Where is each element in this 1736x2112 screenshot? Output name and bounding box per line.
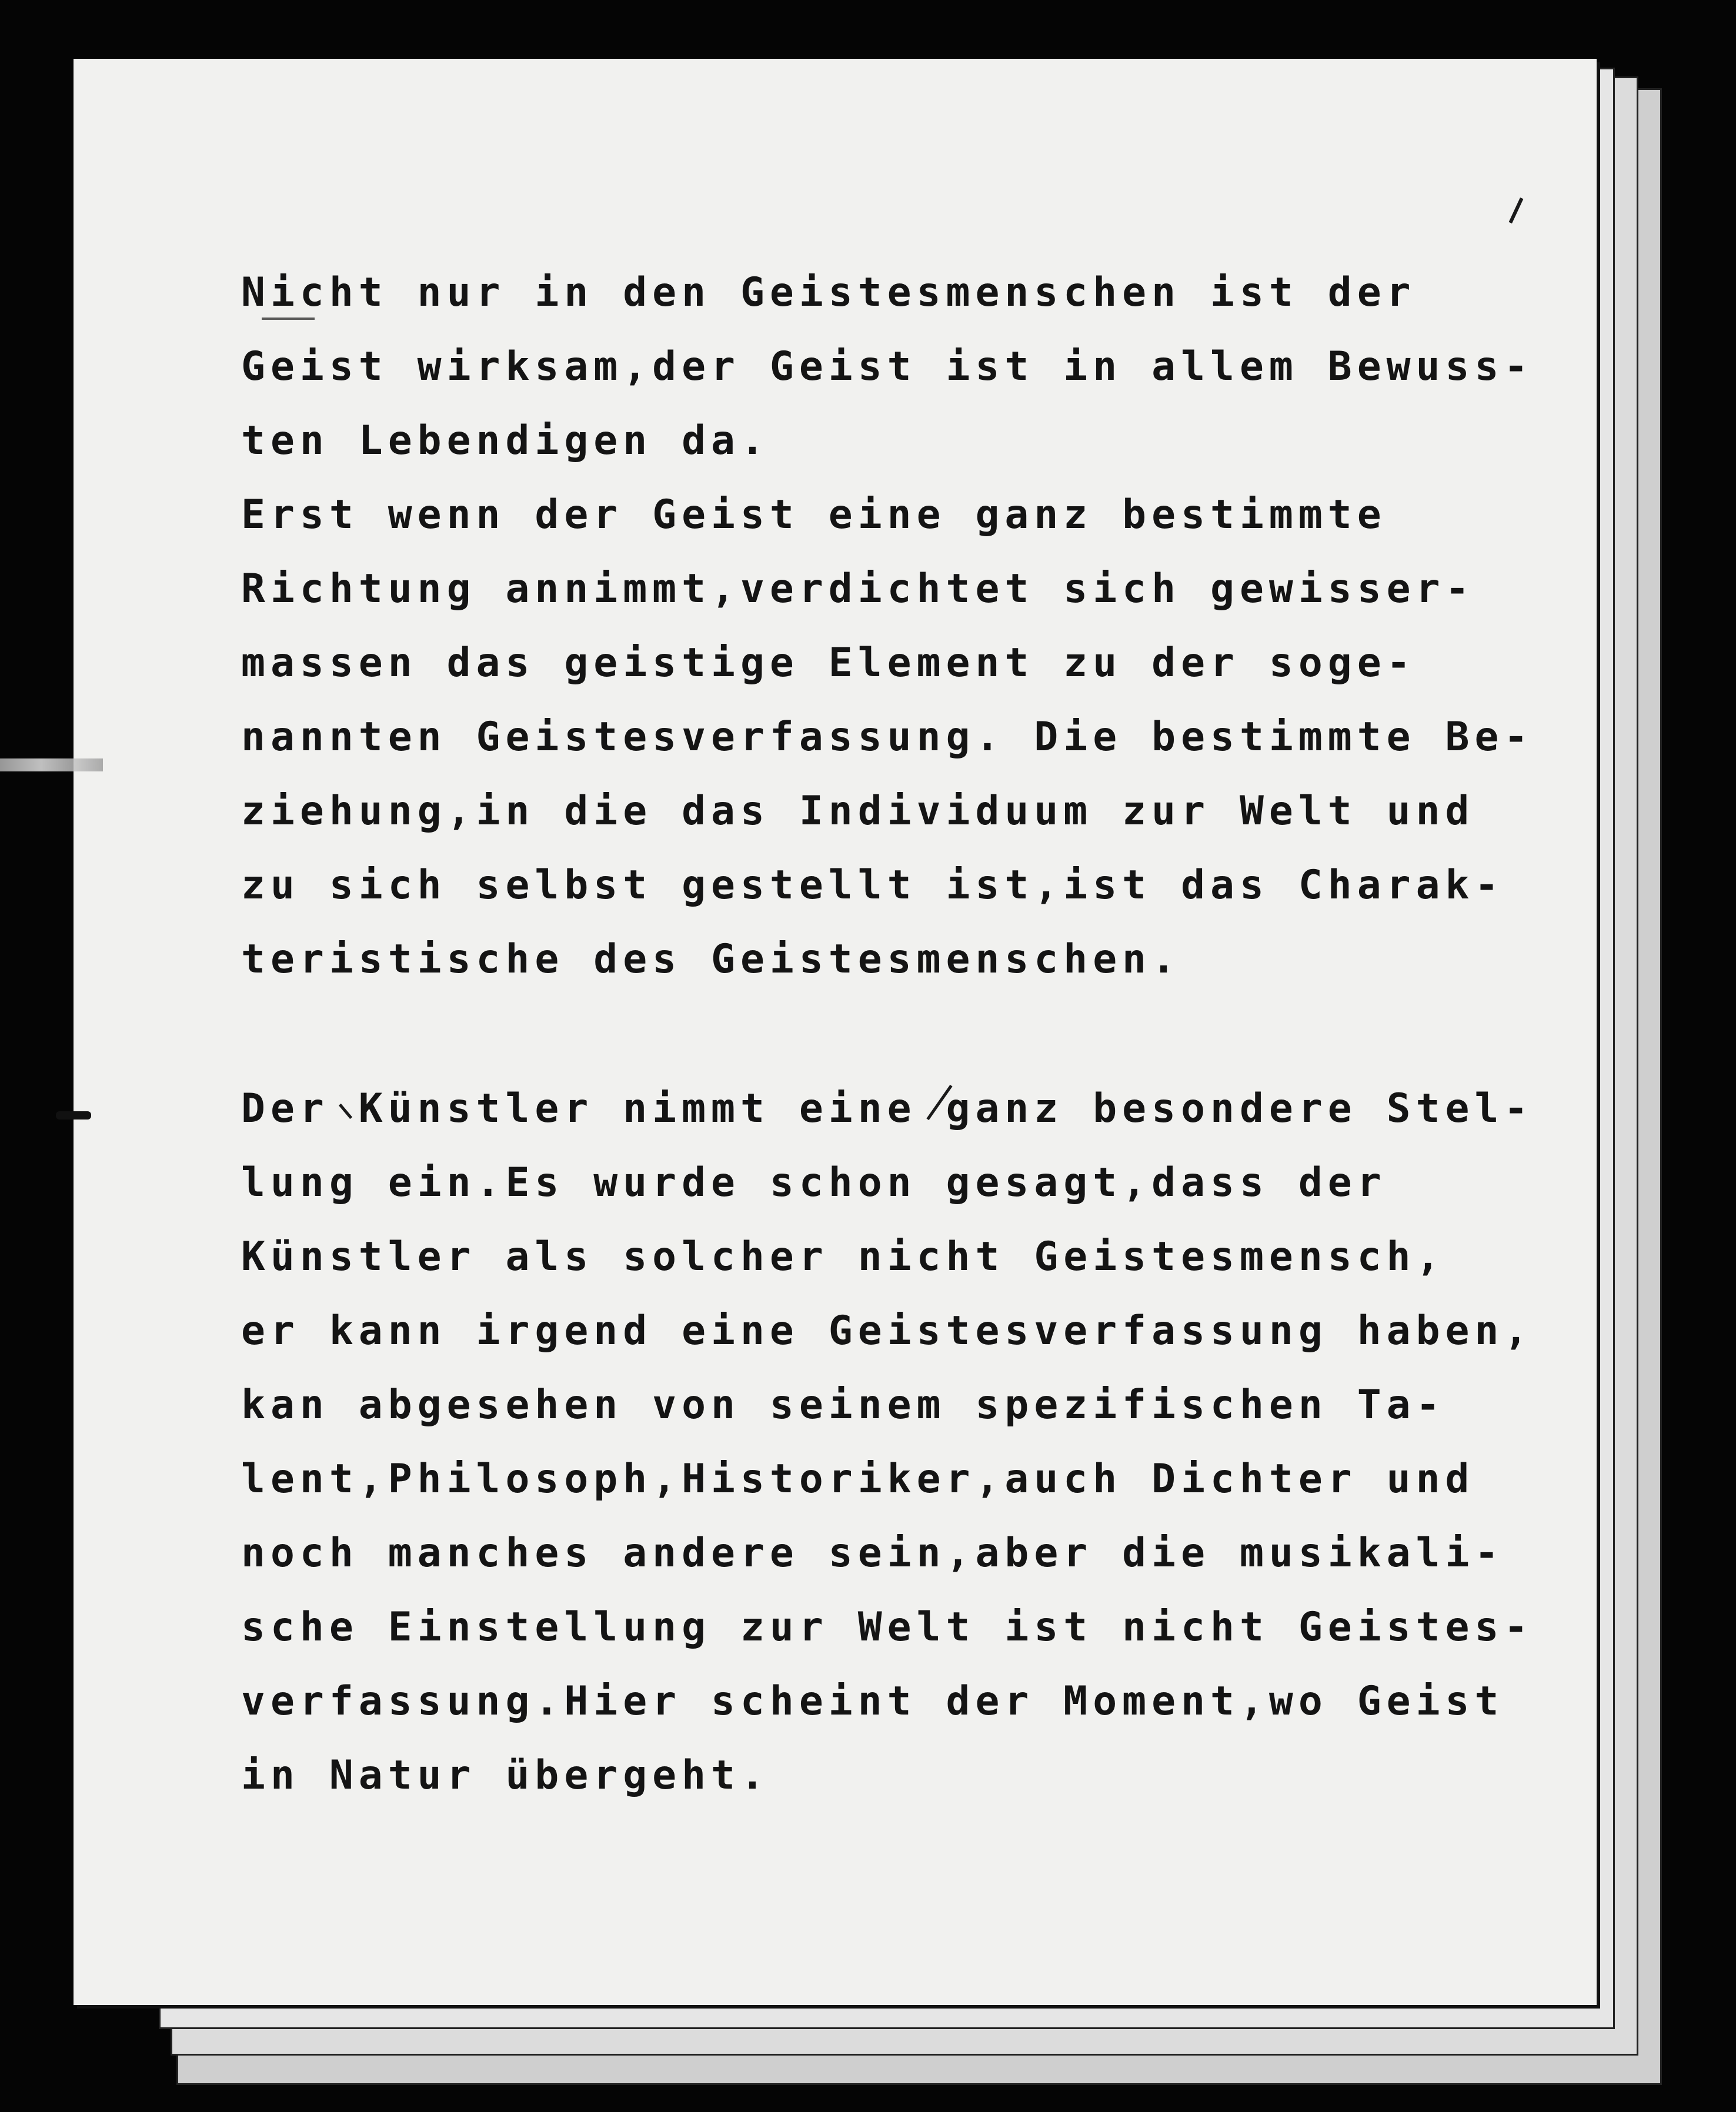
text-line: lung ein.Es wurde schon gesagt,dass der — [241, 1159, 1387, 1206]
text-line: Erst wenn der Geist eine ganz bestimmte — [241, 492, 1387, 538]
paragraph-2 — [241, 1072, 1534, 1813]
text-line: Der Künstler nimmt eine ganz besondere Stel- — [241, 1085, 1534, 1132]
text-line: massen das geistige Element zu der soge- — [241, 640, 1416, 686]
text-line: ziehung,in die das Individuum zur Welt und — [241, 788, 1475, 834]
text-line: kan abgesehen von seinem spezifischen Ta- — [241, 1382, 1445, 1428]
staple-mark — [0, 758, 103, 771]
text-line: Künstler als solcher nicht Geistesmensch, — [241, 1234, 1445, 1280]
text-line: Nicht nur in den Geistesmenschen ist der — [241, 269, 1416, 316]
text-line: noch manches andere sein,aber die musikali- — [241, 1530, 1504, 1576]
text-line: zu sich selbst gestellt ist,ist das Charak- — [241, 862, 1504, 908]
clip-mark — [56, 1111, 91, 1120]
text-line: ten Lebendigen da. — [241, 417, 770, 464]
text-line: teristische des Geistesmenschen. — [241, 936, 1181, 983]
text-line: lent,Philosoph,Historiker,auch Dichter und — [241, 1456, 1475, 1502]
text-line: Geist wirksam,der Geist ist in allem Bewuss- — [241, 343, 1534, 390]
text-line: in Natur übergeht. — [241, 1752, 770, 1799]
text-line: sche Einstellung zur Welt ist nicht Geistes- — [241, 1604, 1534, 1650]
document-body — [241, 256, 1534, 1813]
text-line: verfassung.Hier scheint der Moment,wo Geist — [241, 1678, 1504, 1725]
text-line: Richtung annimmt,verdichtet sich gewisser- — [241, 566, 1475, 612]
pencil-mark — [1509, 198, 1524, 223]
text-line: nannten Geistesverfassung. Die bestimmte Be- — [241, 714, 1534, 760]
paragraph-1 — [241, 256, 1534, 997]
text-line: er kann irgend eine Geistesverfassung haben, — [241, 1308, 1534, 1354]
